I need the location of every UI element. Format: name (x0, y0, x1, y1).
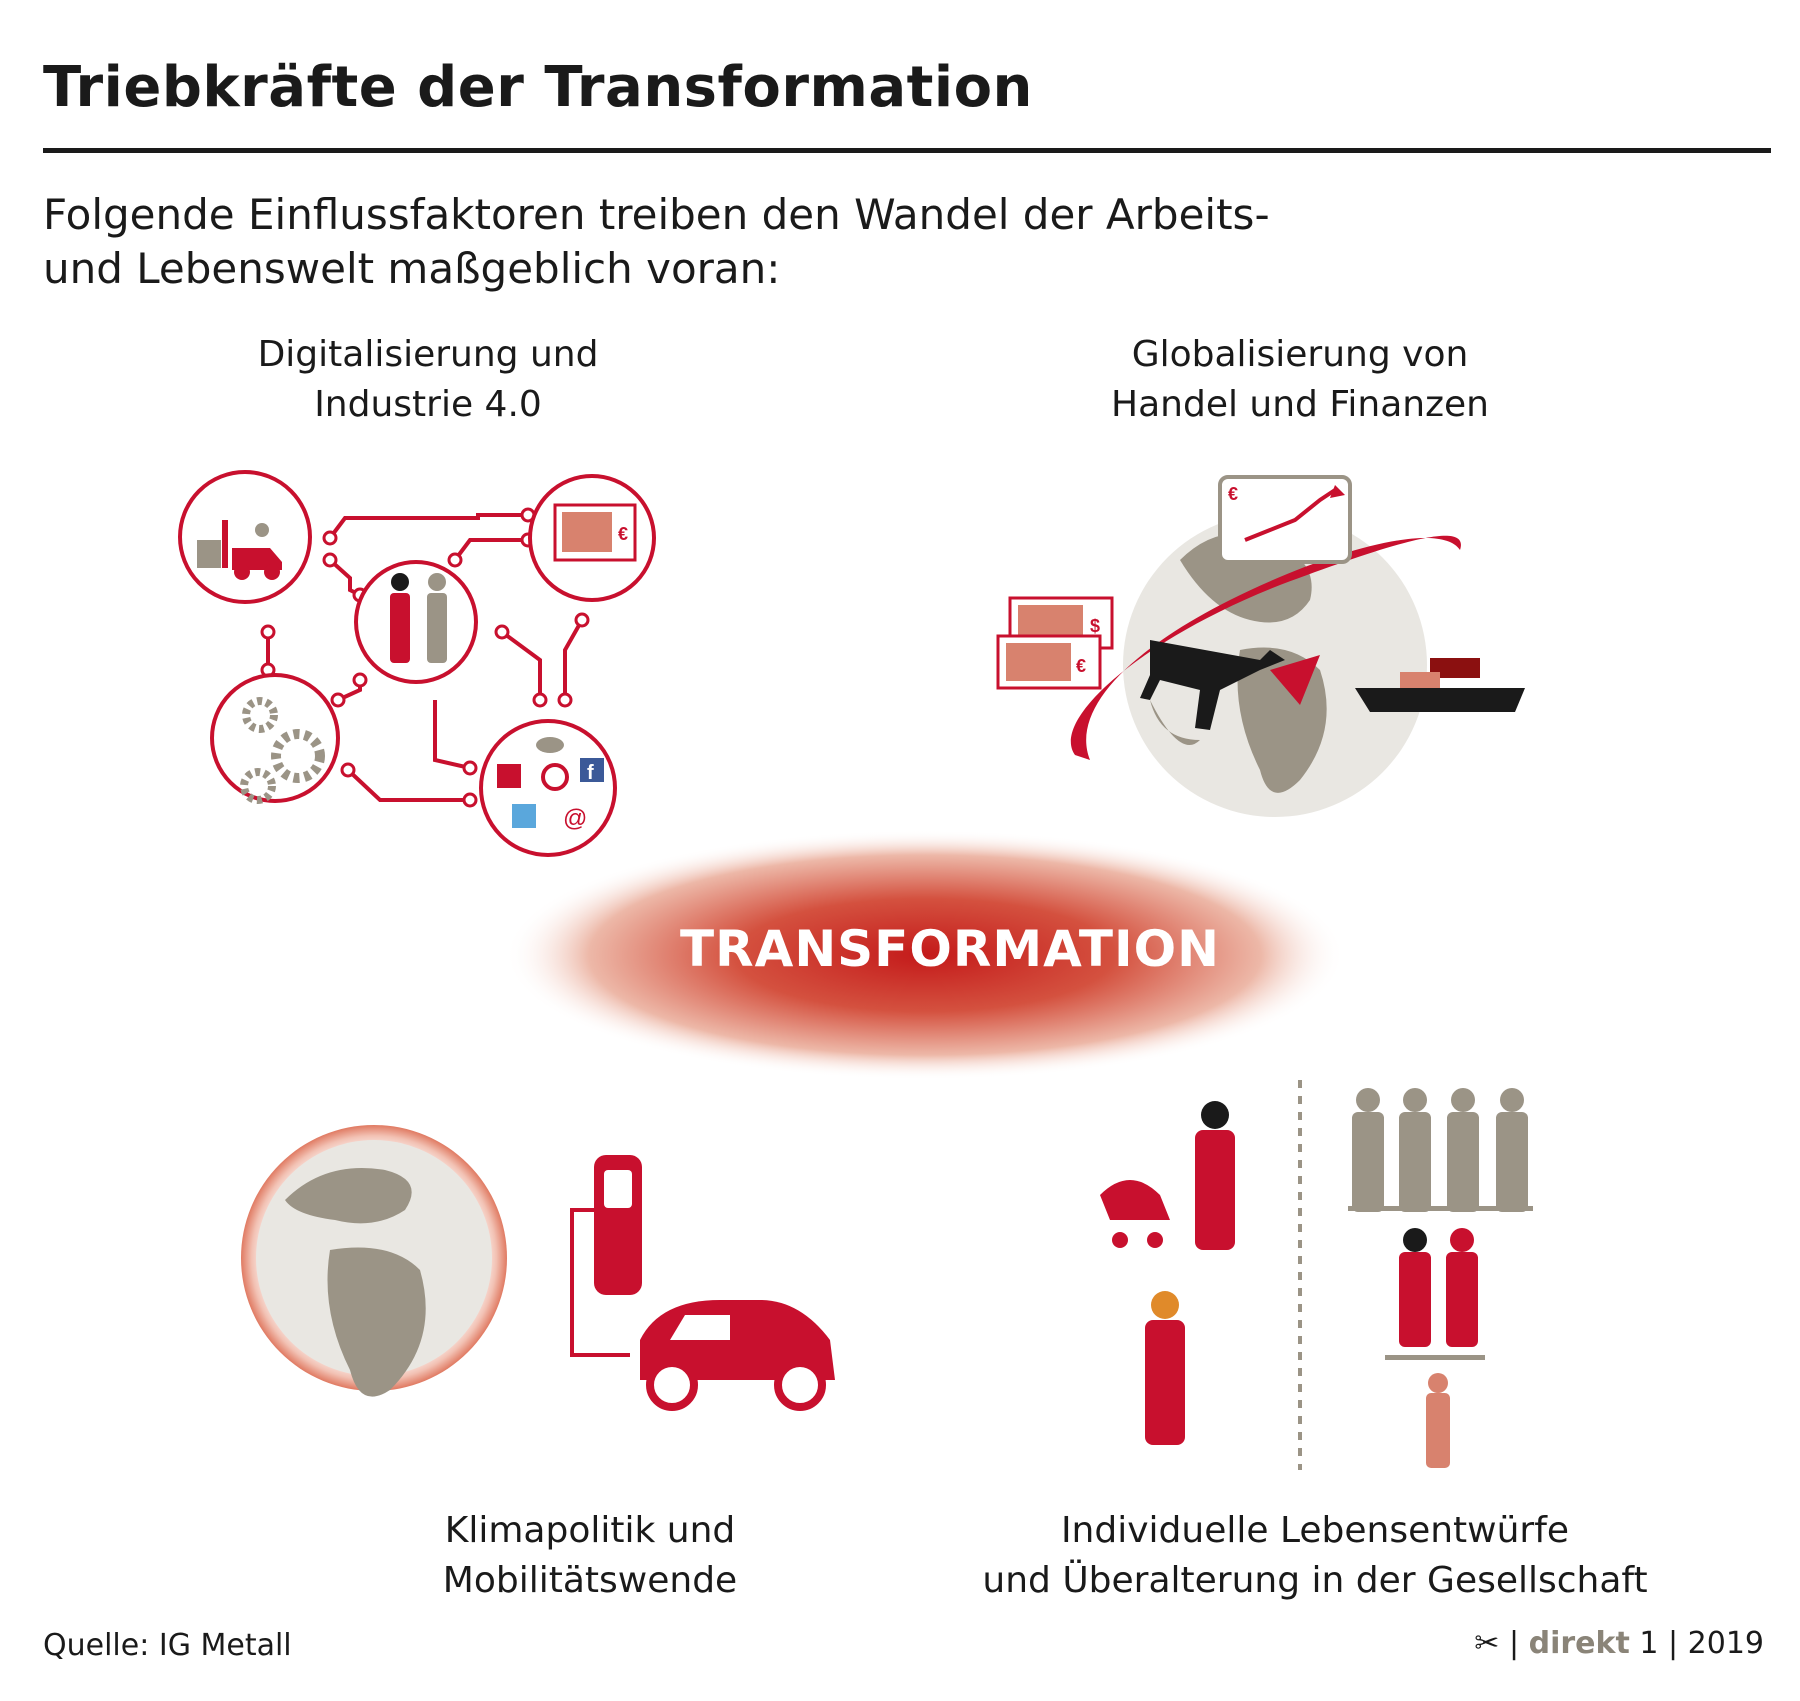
at-icon: @ (563, 805, 588, 832)
caption-climate-line1: Klimapolitik und (444, 1510, 736, 1551)
chart-euro-sign: € (1228, 484, 1239, 504)
banknote-euro-sign: € (1076, 656, 1087, 676)
footer-separator-2: | (1667, 1626, 1679, 1661)
euro-sign: € (618, 524, 629, 544)
source-credit: Quelle: IG Metall (43, 1628, 292, 1663)
caption-society-line2: und Überalterung in der Gesellschaft (982, 1560, 1648, 1601)
transformation-label: TRANSFORMATION (680, 920, 1220, 978)
scissors-icon: ✂ (1474, 1626, 1500, 1661)
subtitle-line-2: und Lebenswelt maßgeblich voran: (43, 244, 781, 293)
caption-digitalization-line2: Industrie 4.0 (314, 384, 542, 425)
caption-globalization-line1: Globalisierung von (1131, 334, 1469, 375)
page-title: Triebkräfte der Transformation (43, 55, 1033, 120)
caption-globalization-line2: Handel und Finanzen (1111, 384, 1489, 425)
publication-footer (1474, 1626, 1764, 1661)
facebook-icon: f (587, 762, 594, 784)
caption-digitalization-line1: Digitalisierung und (257, 334, 599, 375)
dollar-sign: $ (1090, 616, 1101, 636)
caption-society-line1: Individuelle Lebensentwürfe (1060, 1510, 1570, 1551)
footer-separator: | (1508, 1626, 1520, 1661)
publication-year: 2019 (1687, 1626, 1764, 1661)
issue-number: 1 (1639, 1626, 1659, 1661)
subtitle-line-1: Folgende Einflussfaktoren treiben den Wandel der Arbeits- (43, 190, 1270, 239)
publication-name: direkt (1528, 1626, 1630, 1661)
caption-climate-line2: Mobilitätswende (442, 1560, 738, 1601)
